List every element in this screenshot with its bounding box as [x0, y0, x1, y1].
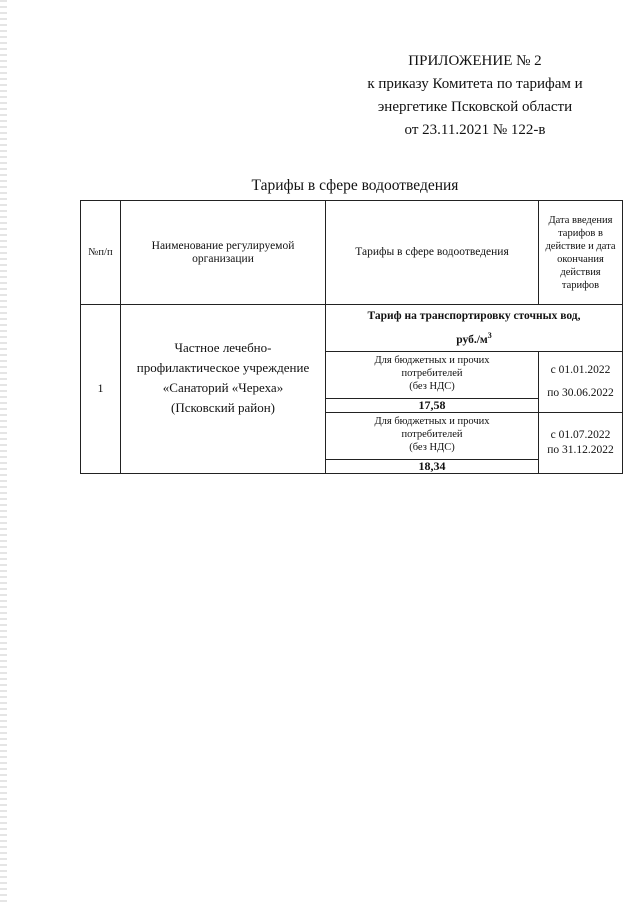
period-2-date-from: с 01.07.2022: [550, 428, 611, 441]
row-org: [121, 305, 326, 474]
row-num: 1: [81, 305, 121, 474]
org-line-4: (Псковский район): [171, 399, 275, 415]
appendix-date: от 23.11.2021 № 122-в: [404, 122, 546, 138]
period-2-consumer: Для бюджетных и прочих потребителей (без НДС): [326, 412, 539, 459]
header-num: №п/п: [81, 201, 121, 305]
table-row: [81, 305, 623, 352]
appendix-order-ref: к приказу Комитета по тарифам и: [367, 76, 583, 92]
period-1-value: 17,58: [326, 398, 539, 412]
period-2-date-to: по 31.12.2022: [547, 443, 614, 456]
tariff-unit: $руб./м^3$: [456, 331, 492, 346]
appendix-title: ПРИЛОЖЕНИЕ № 2: [408, 53, 542, 69]
tariff-name-cell: [326, 305, 623, 352]
document-title: Тарифы в сфере водоотведения: [251, 177, 459, 194]
org-line-3: «Санаторий «Череха»: [162, 379, 284, 395]
tariff-name: Тариф на транспортировку сточных вод,: [367, 310, 581, 322]
period-2-value: 18,34: [326, 459, 539, 473]
table-header-row: [81, 201, 623, 305]
header-org: Наименование регулируемой организации: [121, 201, 326, 305]
tariff-table: [80, 200, 623, 474]
appendix-block: [350, 50, 600, 142]
period-1-date-from: с 01.01.2022: [550, 363, 611, 376]
appendix-committee: энергетике Псковской области: [377, 99, 573, 115]
period-1-dates: [539, 351, 623, 412]
org-line-2: профилактическое учреждение: [136, 359, 310, 375]
header-dates: Дата введения тарифов в действие и дата окончания действия тарифов: [539, 201, 623, 305]
period-1-consumer: Для бюджетных и прочих потребителей (без НДС): [326, 351, 539, 398]
period-1-date-to: по 30.06.2022: [547, 386, 614, 399]
period-2-dates: [539, 412, 623, 473]
org-line-1: Частное лечебно-: [174, 339, 272, 355]
scan-edge: [0, 0, 7, 905]
header-tariffs: Тарифы в сфере водоотведения: [326, 201, 539, 305]
